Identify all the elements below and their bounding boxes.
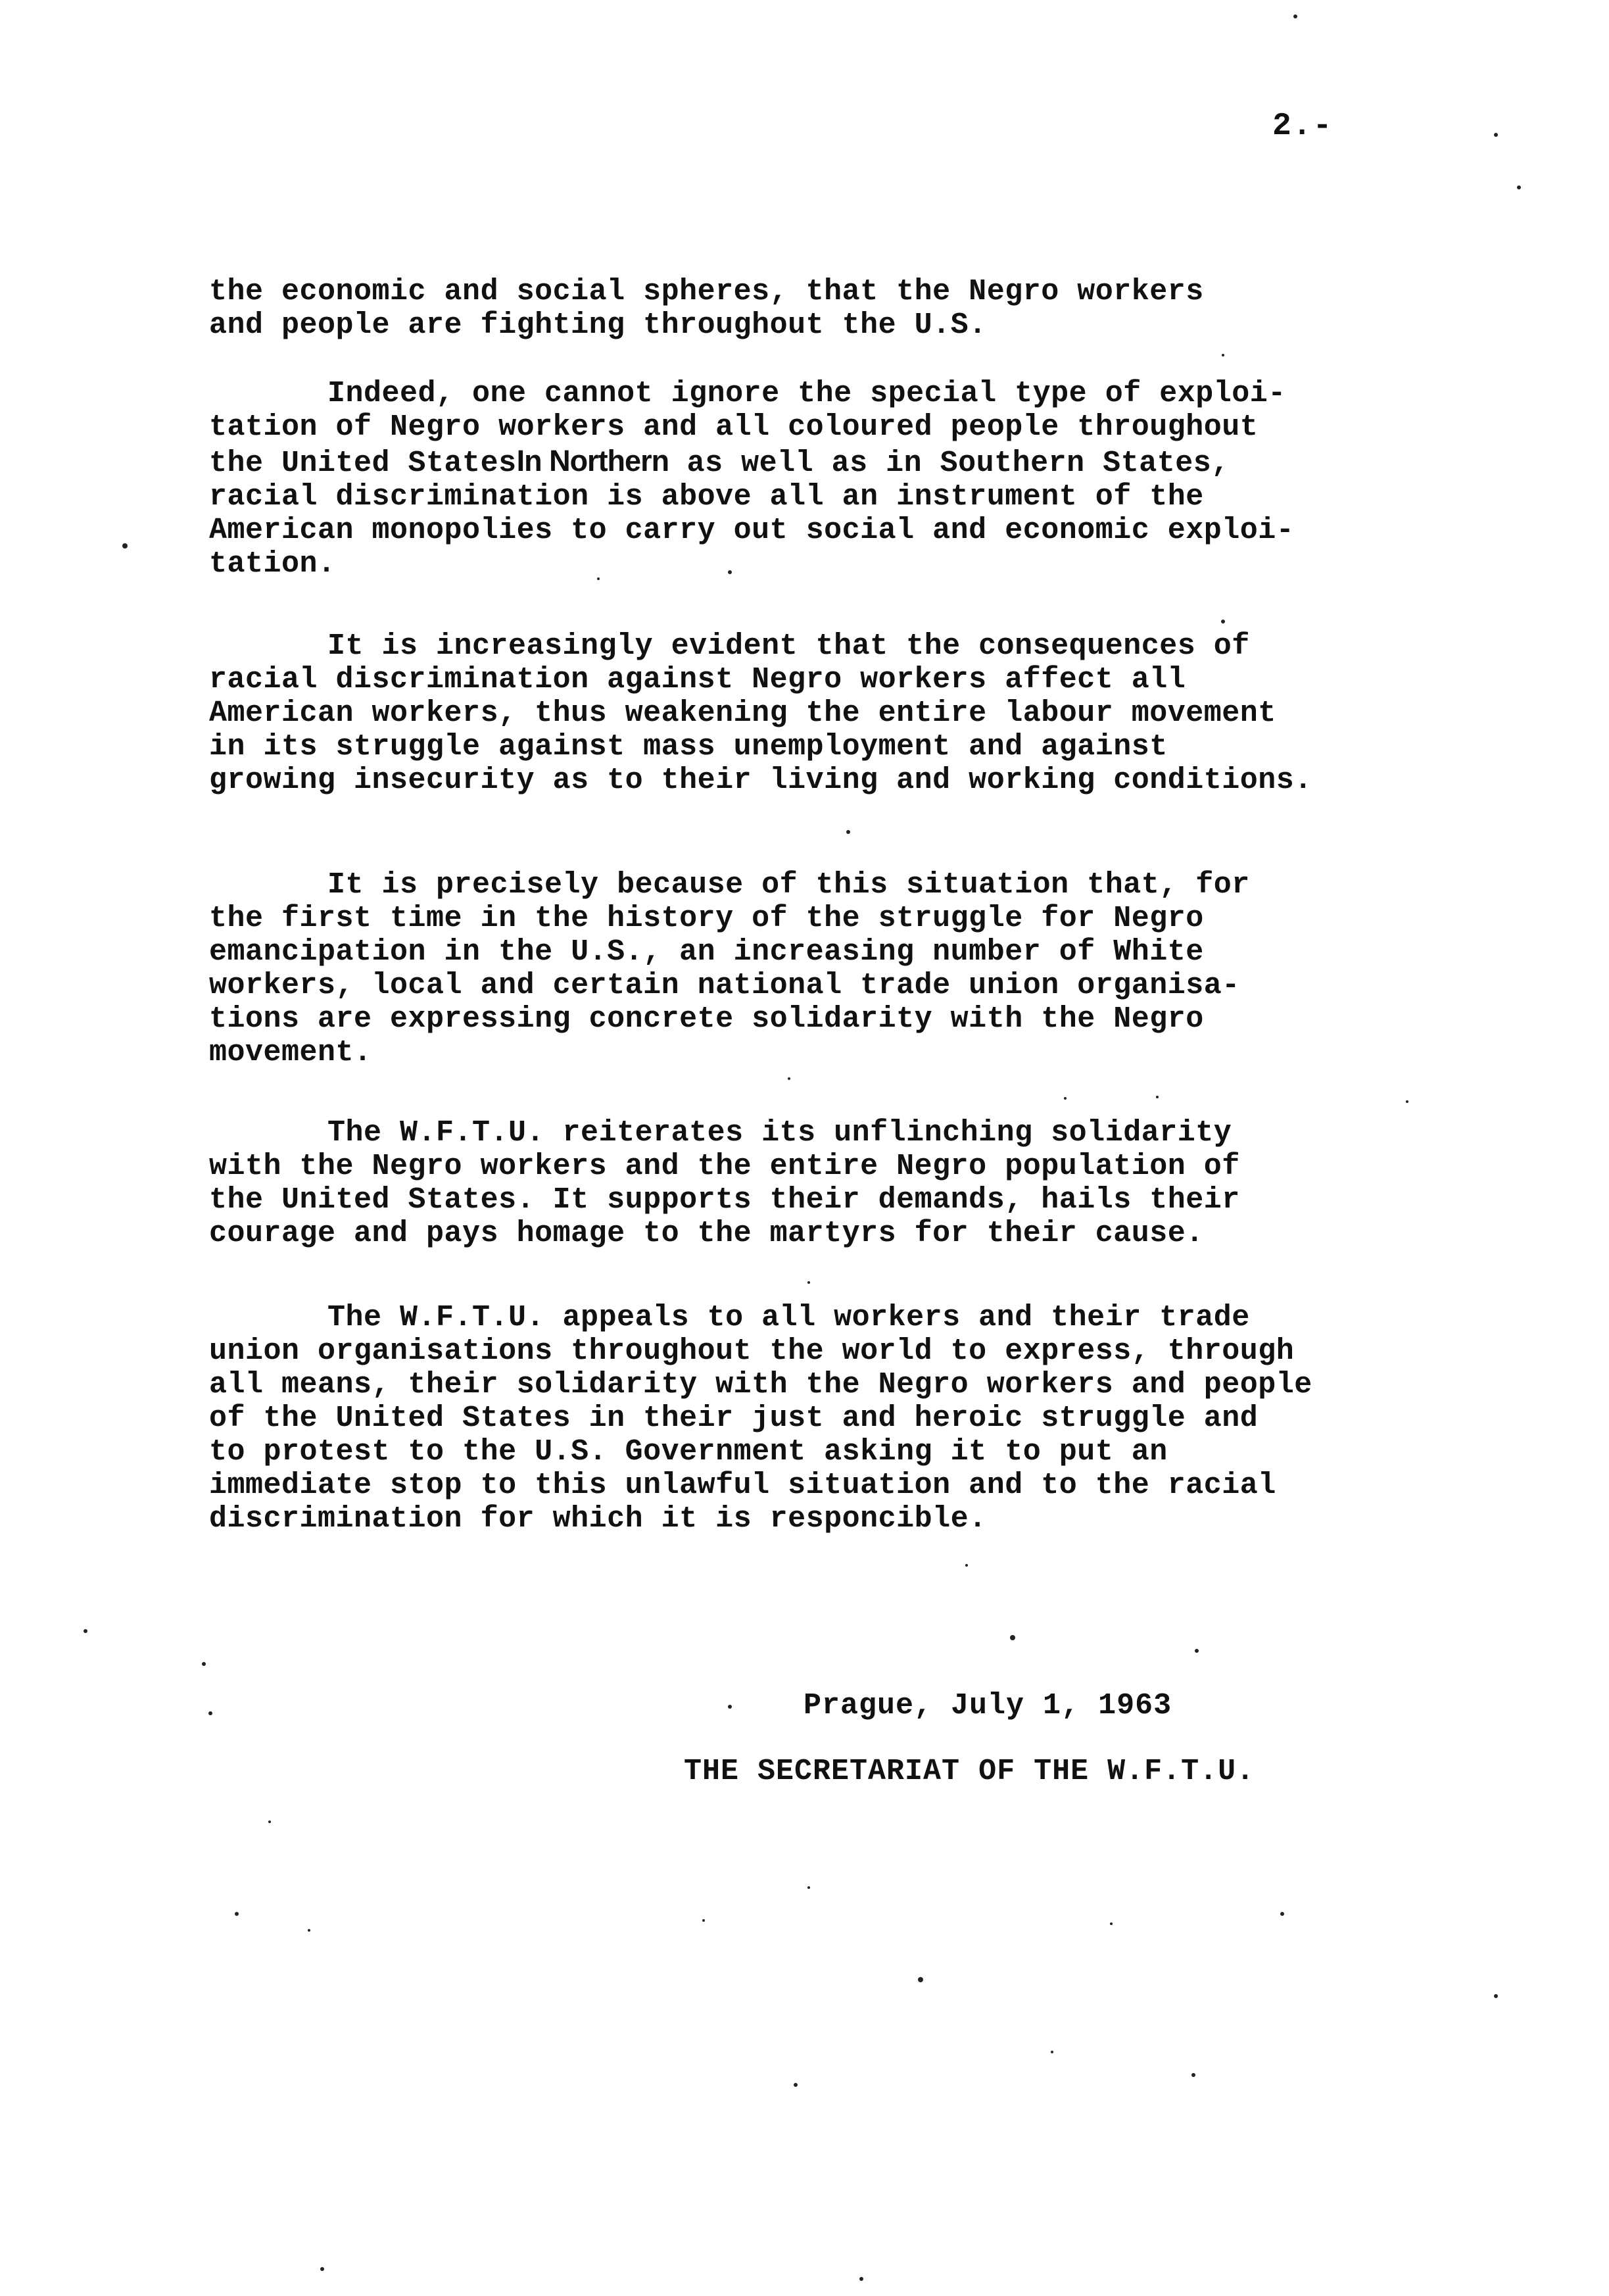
typed-insertion: In Northern [516,444,669,477]
paragraph-text: The W.F.T.U. appeals to all workers and their trade union organisations throughout the world to express, through all means, their solidarity with the Negro workers and people of the United States in their just and heroic struggle and to protest to the U.S. Government asking it to put an immediate stop to this unlawful situation and to the racial discrimination for which it is responcible. [209,1301,1312,1536]
signatory-line: THE SECRETARIAT OF THE W.F.T.U. [684,1755,1255,1788]
paragraph-text: the economic and social spheres, that the Negro workers and people are fighting throughout the U.S. [209,275,1204,342]
place-and-date: Prague, July 1, 1963 [804,1689,1172,1722]
paragraph-text-before: Indeed, one cannot ignore the special type of exploi- tation of Negro workers and all coloured people throughout the United States [209,377,1286,480]
page-number: 2.- [1272,109,1333,144]
paragraph-text: It is increasingly evident that the consequences of racial discrimination against Negro workers affect all American workers, thus weakening the entire labour movement in its struggle against mass unemployment and against growing insecurity as to their living and working conditions. [209,629,1312,797]
paragraph-text-after: as well as in Southern States, racial discrimination is above all an instrument of the American monopolies to carry out social and economic exploi- tation. [209,447,1295,581]
paragraph-text: The W.F.T.U. reiterates its unflinching solidarity with the Negro workers and the entire Negro population of the United States. It supports their demands, hails their courage and pays homage to the martyrs for their cause. [209,1116,1240,1250]
paragraph-text: It is precisely because of this situation that, for the first time in the history of the struggle for Negro emancipation in the U.S., an increasing number of White workers, local and certain national trade union organisa- tions are expressing concrete solidarity with the Negro movement. [209,868,1250,1069]
